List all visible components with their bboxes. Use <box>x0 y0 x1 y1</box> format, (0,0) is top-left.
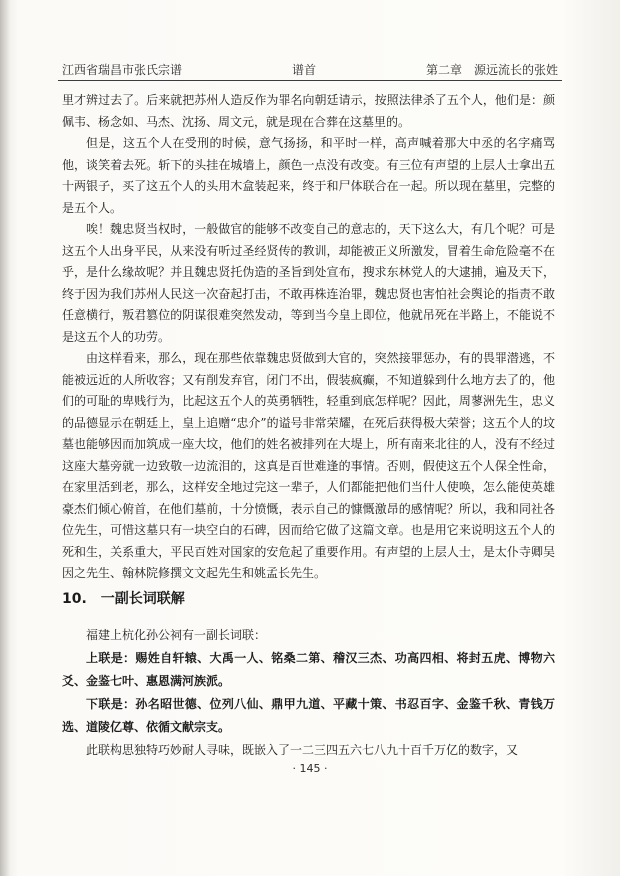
header-book-title: 江西省瑞昌市张氏宗谱 <box>62 63 183 77</box>
header-chapter: 第二章 源远流长的张姓 <box>425 63 558 77</box>
section-closing: 此联构思独特巧妙耐人寻味，既嵌入了一二三四五六七八九十百千万亿的数字，又 <box>86 743 519 757</box>
page-edge-shadow <box>0 0 10 876</box>
main-body-text <box>62 90 555 585</box>
running-header <box>62 61 558 79</box>
section-intro: 福建上杭化孙公祠有一副长词联： <box>86 628 267 642</box>
paragraph: 但是，这五个人在受刑的时候，意气扬扬，和平时一样，高声喊着那大中丞的名字痛骂他，谈笑着去死。斩下的头挂在城墙上，颜色一点没有改变。有三位有声望的上层人士拿出五十两银子，买了这五个人的头用木盒装起来，终于和尸体联合在一起。所以现在墓里，完整的是五个人。 <box>62 136 555 215</box>
upper-couplet-label: 上联是： <box>86 651 136 665</box>
lower-couplet <box>62 693 555 739</box>
upper-couplet <box>62 647 555 693</box>
paragraph: 里才辨过去了。后来就把苏州人造反作为罪名向朝廷请示，按照法律杀了五个人，他们是：颜佩韦、杨念如、马杰、沈扬、周文元，就是现在合葬在这墓里的。 <box>62 93 555 129</box>
header-divider <box>58 80 562 81</box>
page-number: · 145 · <box>292 762 328 775</box>
lower-couplet-text: 孙名昭世德、位列八仙、鼎甲九道、平藏十策、书忍百字、金鉴千秋、青钱万选、道陵亿尊、依循文献宗支。 <box>62 697 555 734</box>
section-heading: 10. 一副长词联解 <box>62 591 185 607</box>
upper-couplet-text: 赐姓自轩辕、大禹一人、铭桑二第、稽汉三杰、功高四相、将封五虎、博物六爻、金鉴七叶、惠恩满河族派。 <box>62 651 555 688</box>
paragraph: 由这样看来，那么，现在那些依靠魏忠贤做到大官的，突然接罪惩办，有的畏罪潜逃，不能被远近的人所收容；又有削发弃官，闭门不出，假装疯癫，不知道躲到什么地方去了的，他们的可耻的卑贱行为，比起这五个人的英勇牺牲，轻重到底怎样呢？因此，周蓼洲先生，忠义的品德显示在朝廷上，皇上追赠“忠介”的谥号非常荣耀，在死后获得极大荣誉；这五个人的坟墓也能够因而加筑成一座大坟，他们的姓名被排列在大堤上，所有南来北往的人，没有不经过这座大墓旁就一边致敬一边流泪的，这真是百世难逢的事情。否则，假使这五个人保全性命，在家里活到老，那么，这样安全地过完这一辈子，人们都能把他们当什人使唤，怎么能使英雄豪杰们倾心俯首，在他们墓前，十分愤慨，表示自己的慷慨激昂的感情呢？所以，我和同社各位先生，可惜这墓只有一块空白的石碑，因而给它做了这篇文章。也是用它来说明这五个人的死和生，关系重大，平民百姓对国家的安危起了重要作用。有声望的上层人士，是太仆寺卿吴因之先生、翰林院修撰文文起先生和姚孟长先生。 <box>62 351 555 580</box>
section-body-text <box>62 624 555 762</box>
header-section: 谱首 <box>292 63 317 77</box>
paragraph: 唉！魏忠贤当权时，一般做官的能够不改变自己的意志的，天下这么大，有几个呢？可是这五个人出身平民，从来没有听过圣经贤传的教训，却能被正义所激发，冒着生命危险毫不在乎，是什么缘故呢？并且魏忠贤托伪造的圣旨到处宣布，搜求东林党人的大逮捕，遍及天下，终于因为我们苏州人民这一次奋起打击，不敢再株连治罪，魏忠贤也害怕社会舆论的指责不敢任意横行，叛君篡位的阴谋很难突然发动，等到当今皇上即位，他就吊死在半路上，不能说不是这五个人的功劳。 <box>62 222 555 344</box>
lower-couplet-label: 下联是： <box>86 697 136 711</box>
